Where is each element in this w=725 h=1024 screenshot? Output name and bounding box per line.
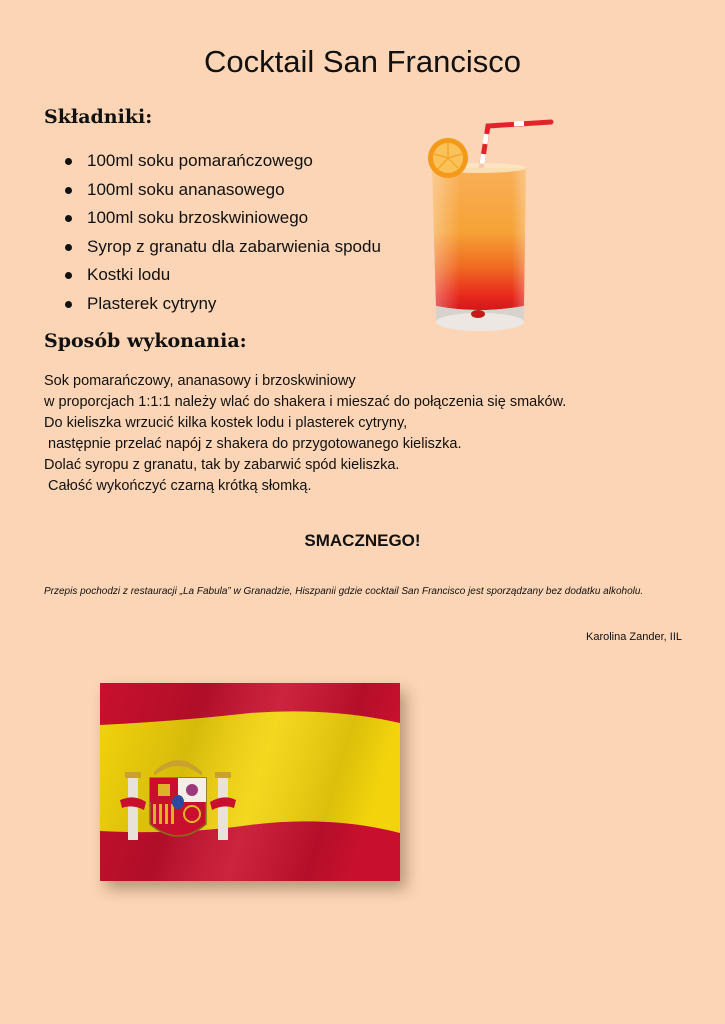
cocktail-glass-image (418, 116, 558, 338)
list-item: 100ml soku pomarańczowego (44, 148, 381, 177)
method-heading: Sposób wykonania: (44, 330, 247, 352)
list-item: 100ml soku ananasowego (44, 177, 381, 206)
author-name: Karolina Zander, IIL (585, 631, 682, 643)
list-item: Kostki lodu (44, 262, 381, 291)
method-line: Sok pomarańczowy, ananasowy i brzoskwiniowy (44, 373, 356, 389)
list-item: Syrop z granatu dla zabarwienia spodu (44, 234, 381, 263)
list-item: Plasterek cytryny (44, 291, 381, 320)
method-line: w proporcjach 1:1:1 należy wlać do shakera i mieszać do połączenia się smaków. (44, 394, 567, 410)
method-line: następnie przelać napój z shakera do przygotowanego kieliszka. (44, 436, 462, 452)
method-line: Całość wykończyć czarną krótką słomką. (44, 478, 312, 494)
spain-flag-image (100, 683, 400, 881)
page-title: Cocktail San Francisco (203, 44, 521, 79)
ingredients-heading: Składniki: (44, 106, 153, 128)
method-line: Dolać syropu z granatu, tak by zabarwić spód kieliszka. (44, 457, 400, 473)
list-item: 100ml soku brzoskwiniowego (44, 205, 381, 234)
closing-text: SMACZNEGO! (304, 531, 421, 550)
ingredients-list (44, 148, 381, 319)
method-text (44, 371, 684, 497)
method-line: Do kieliszka wrzucić kilka kostek lodu i plasterek cytryny, (44, 415, 408, 431)
source-note: Przepis pochodzi z restauracji „La Fabula” w Granadzie, Hiszpanii gdzie cocktail San Francisco jest sporządzany bez dodatku alkoholu. (44, 586, 644, 597)
